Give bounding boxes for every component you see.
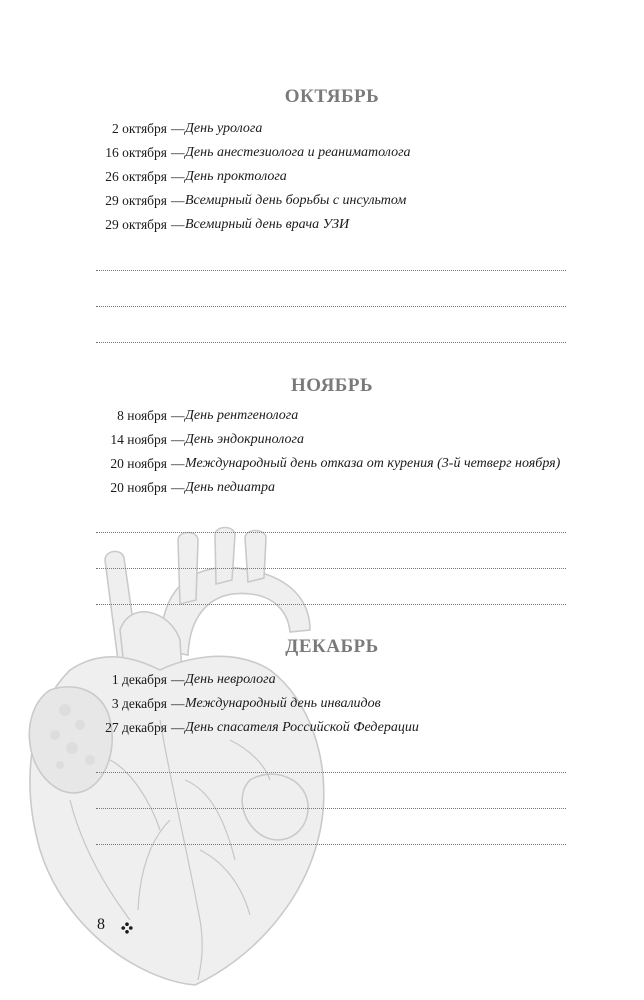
entry-event: День эндокринолога <box>185 432 305 447</box>
entry-event: День педиатра <box>185 480 275 495</box>
entry-dash: — <box>171 696 185 711</box>
entry-date: 26 октября <box>105 169 167 184</box>
notes-line[interactable] <box>96 772 566 773</box>
entry-dash: — <box>171 145 185 160</box>
list-item <box>95 213 615 237</box>
november-list <box>95 404 615 500</box>
list-item <box>95 404 615 428</box>
entry-dash: — <box>171 193 185 208</box>
entry-date: 3 декабря <box>111 696 167 711</box>
notes-line[interactable] <box>96 270 566 271</box>
notes-line[interactable] <box>96 604 566 605</box>
entry-dash: — <box>171 169 185 184</box>
entry-dash: — <box>171 408 185 423</box>
entry-event: День проктолога <box>185 169 287 184</box>
notes-line[interactable] <box>96 342 566 343</box>
entry-event: Международный день отказа от курения (3-й четверг ноября) <box>185 456 561 471</box>
october-list <box>95 117 615 237</box>
entry-dash: — <box>171 121 185 136</box>
month-title-december: ДЕКАБРЬ <box>285 636 379 657</box>
entry-date: 8 ноября <box>117 408 167 423</box>
entry-date: 2 октября <box>111 121 167 136</box>
entry-date: 27 декабря <box>105 720 167 735</box>
list-item <box>95 428 615 452</box>
entry-date: 20 ноября <box>110 480 167 495</box>
list-item <box>95 692 615 716</box>
entry-dash: — <box>171 480 185 495</box>
entry-date: 1 декабря <box>111 672 167 687</box>
entry-event: День уролога <box>185 121 263 136</box>
entry-dash: — <box>171 217 185 232</box>
list-item <box>95 716 615 740</box>
entry-event: День анестезиолога и реаниматолога <box>185 145 411 160</box>
heart-illustration <box>10 520 340 990</box>
entry-event: Всемирный день борьбы с инсультом <box>185 193 407 208</box>
entry-dash: — <box>171 456 185 471</box>
entry-date: 14 ноября <box>110 432 167 447</box>
entry-dash: — <box>171 672 185 687</box>
entry-event: Международный день инвалидов <box>185 696 381 711</box>
list-item <box>95 452 615 476</box>
entry-date: 20 ноября <box>110 456 167 471</box>
list-item <box>95 476 615 500</box>
entry-event: Всемирный день врача УЗИ <box>185 217 350 232</box>
entry-dash: — <box>171 432 185 447</box>
entry-event: День спасателя Российской Федерации <box>185 720 419 735</box>
entry-dash: — <box>171 720 185 735</box>
entry-date: 16 октября <box>105 145 167 160</box>
december-list <box>95 668 615 740</box>
list-item <box>95 668 615 692</box>
ornament-icon <box>121 922 133 934</box>
entry-event: День рентгенолога <box>185 408 299 423</box>
page-number: 8 <box>97 916 105 933</box>
notes-line[interactable] <box>96 568 566 569</box>
notes-line[interactable] <box>96 844 566 845</box>
notes-line[interactable] <box>96 808 566 809</box>
list-item <box>95 117 615 141</box>
entry-event: День невролога <box>185 672 276 687</box>
month-title-october: ОКТЯБРЬ <box>284 86 380 107</box>
entry-date: 29 октября <box>105 217 167 232</box>
notes-line[interactable] <box>96 306 566 307</box>
month-title-november: НОЯБРЬ <box>290 375 374 396</box>
notes-line[interactable] <box>96 532 566 533</box>
list-item <box>95 141 615 165</box>
list-item <box>95 189 615 213</box>
entry-date: 29 октября <box>105 193 167 208</box>
list-item <box>95 165 615 189</box>
